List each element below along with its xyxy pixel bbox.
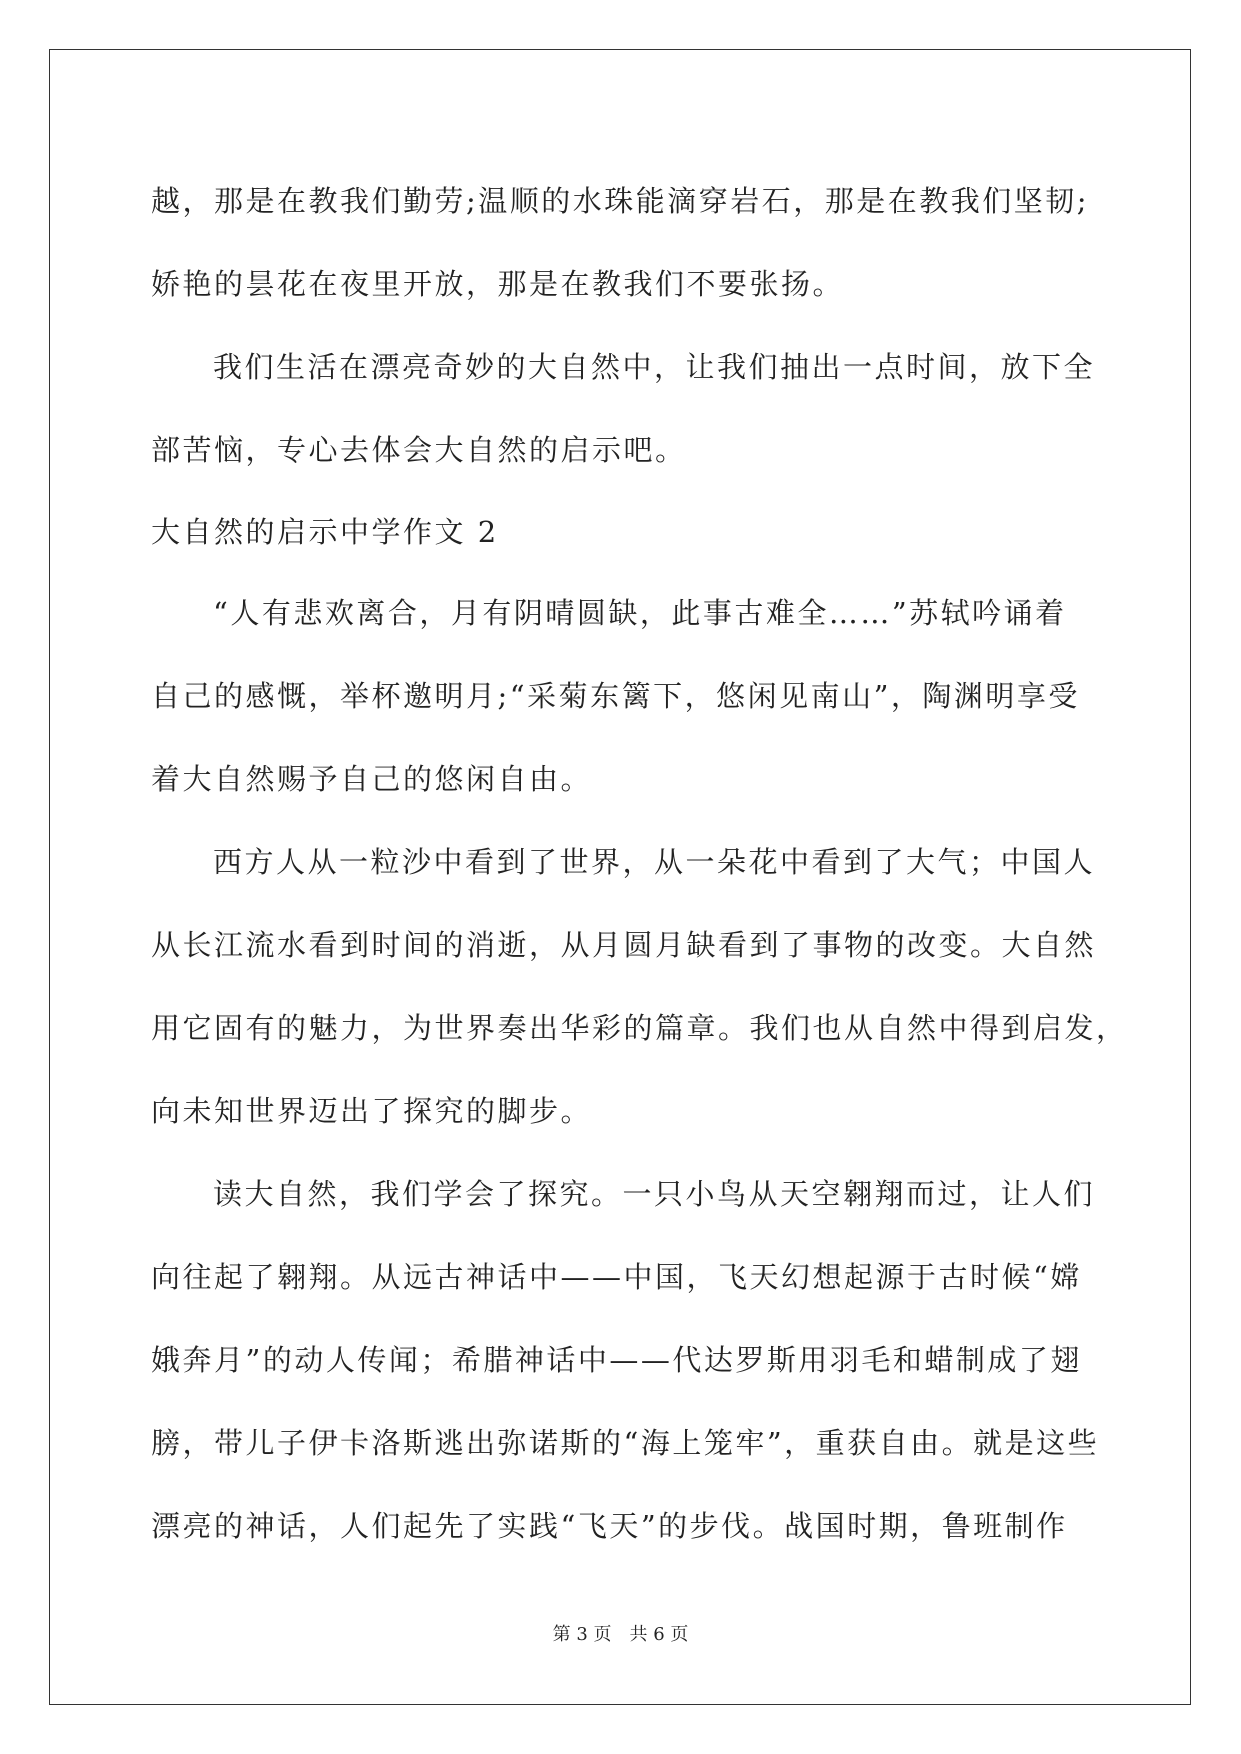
page-number-label: 第 3 页 共 6 页 xyxy=(552,1624,689,1645)
text-line: 用它固有的魅力，为世界奏出华彩的篇章。我们也从自然中得到启发， xyxy=(151,1011,1128,1045)
text-line: 向往起了翱翔。从远古神话中——中国，飞天幻想起源于古时候“嫦 xyxy=(151,1260,1082,1294)
text-line: 娇艳的昙花在夜里开放，那是在教我们不要张扬。 xyxy=(151,267,845,301)
section-heading: 大自然的启示中学作文 2 xyxy=(151,515,499,549)
text-line: 着大自然赐予自己的悠闲自由。 xyxy=(151,762,593,796)
text-line: 西方人从一粒沙中看到了世界，从一朵花中看到了大气；中国人 xyxy=(213,845,1096,879)
page-footer xyxy=(0,1620,1241,1646)
document-body xyxy=(151,160,1128,1568)
text-line: 膀，带儿子伊卡洛斯逃出弥诺斯的“海上笼牢”，重获自由。就是这些 xyxy=(151,1426,1100,1460)
text-line: 向未知世界迈出了探究的脚步。 xyxy=(151,1094,593,1128)
text-line: 漂亮的神话，人们起先了实践“飞天”的步伐。战国时期，鲁班制作 xyxy=(151,1509,1068,1543)
text-line: 自己的感慨，举杯邀明月;“采菊东篱下，悠闲见南山”，陶渊明享受 xyxy=(151,679,1080,713)
text-line: “人有悲欢离合，月有阴晴圆缺，此事古难全……”苏轼吟诵着 xyxy=(213,596,1067,630)
text-line: 读大自然，我们学会了探究。一只小鸟从天空翱翔而过，让人们 xyxy=(213,1177,1096,1211)
text-line: 从长江流水看到时间的消逝，从月圆月缺看到了事物的改变。大自然 xyxy=(151,928,1097,962)
text-line: 部苦恼，专心去体会大自然的启示吧。 xyxy=(151,433,687,467)
text-line: 娥奔月”的动人传闻；希腊神话中——代达罗斯用羽毛和蜡制成了翅 xyxy=(151,1343,1082,1377)
text-line: 我们生活在漂亮奇妙的大自然中，让我们抽出一点时间，放下全 xyxy=(213,350,1096,384)
text-line: 越，那是在教我们勤劳;温顺的水珠能滴穿岩石，那是在教我们坚韧; xyxy=(151,184,1090,218)
